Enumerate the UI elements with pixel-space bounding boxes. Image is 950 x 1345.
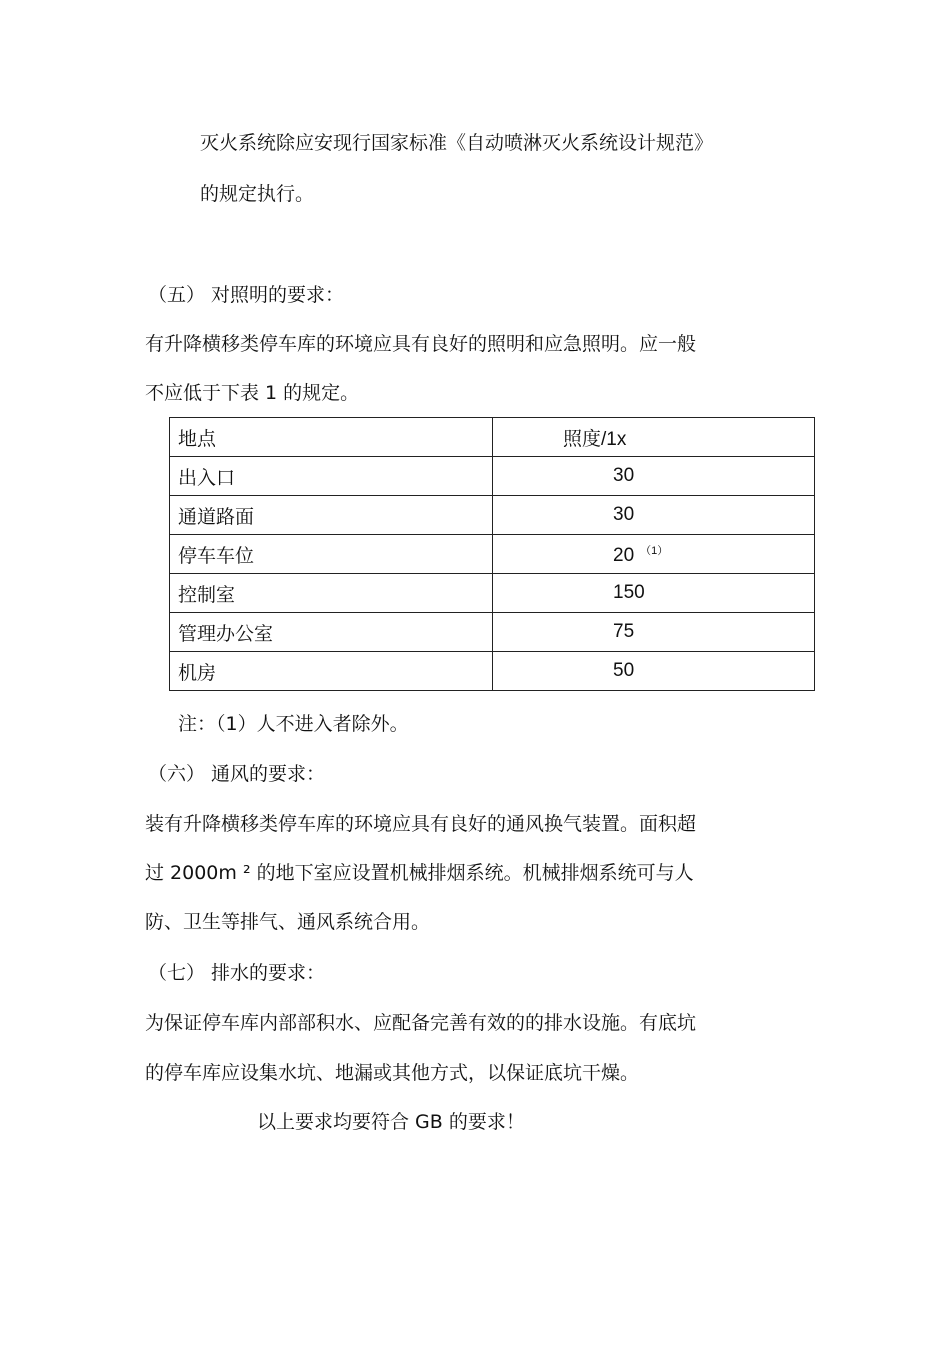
paragraph-line: 有升降横移类停车库的环境应具有良好的照明和应急照明。应一般: [145, 333, 697, 355]
paragraph-line: 的停车库应设集水坑、地漏或其他方式，以保证底坑干燥。: [145, 1062, 640, 1084]
section-heading-drainage: （七） 排水的要求：: [148, 962, 326, 984]
section-heading-ventilation: （六） 通风的要求：: [148, 763, 326, 785]
table-cell-lux: [493, 535, 815, 574]
table-cell-lux: 50: [493, 652, 815, 691]
table-cell-place: 机房: [170, 652, 493, 691]
table-cell-place: 出入口: [170, 457, 493, 496]
paragraph-line: 的规定执行。: [200, 183, 315, 205]
table-cell-lux: 30: [493, 496, 815, 535]
paragraph-line: 不应低于下表 1 的规定。: [145, 382, 360, 404]
table-cell-place: 控制室: [170, 574, 493, 613]
paragraph-line: 过 2000m ² 的地下室应设置机械排烟系统。机械排烟系统可与人: [145, 862, 694, 884]
paragraph-line: 装有升降横移类停车库的环境应具有良好的通风换气装置。面积超: [145, 813, 697, 835]
paragraph-line: 为保证停车库内部部积水、应配备完善有效的的排水设施。有底坑: [145, 1012, 697, 1034]
table-row: [170, 574, 815, 613]
table-cell-lux: 150: [493, 574, 815, 613]
illuminance-table: [169, 417, 815, 691]
table-cell-lux: 75: [493, 613, 815, 652]
table-row: [170, 652, 815, 691]
table-cell-place: 管理办公室: [170, 613, 493, 652]
table-cell-place: 通道路面: [170, 496, 493, 535]
paragraph-line: 灭火系统除应安现行国家标准《自动喷淋灭火系统设计规范》: [200, 132, 714, 154]
paragraph-line: 防、卫生等排气、通风系统合用。: [145, 911, 431, 933]
table-cell-lux: 30: [493, 457, 815, 496]
table-row: [170, 457, 815, 496]
closing-statement: 以上要求均要符合 GB 的要求！: [257, 1111, 525, 1133]
table-cell-place: 停车车位: [170, 535, 493, 574]
table-row: [170, 496, 815, 535]
table-row: [170, 535, 815, 574]
lux-value: 20: [613, 544, 635, 566]
section-heading-lighting: （五） 对照明的要求：: [148, 284, 345, 306]
table-header-cell: 地点: [170, 418, 493, 457]
table-row: [170, 613, 815, 652]
table-header-cell: 照度/1x: [493, 418, 815, 457]
footnote-mark: （1）: [640, 544, 669, 557]
table-footnote: 注：（1）人不进入者除外。: [178, 713, 409, 735]
table-header-row: [170, 418, 815, 457]
